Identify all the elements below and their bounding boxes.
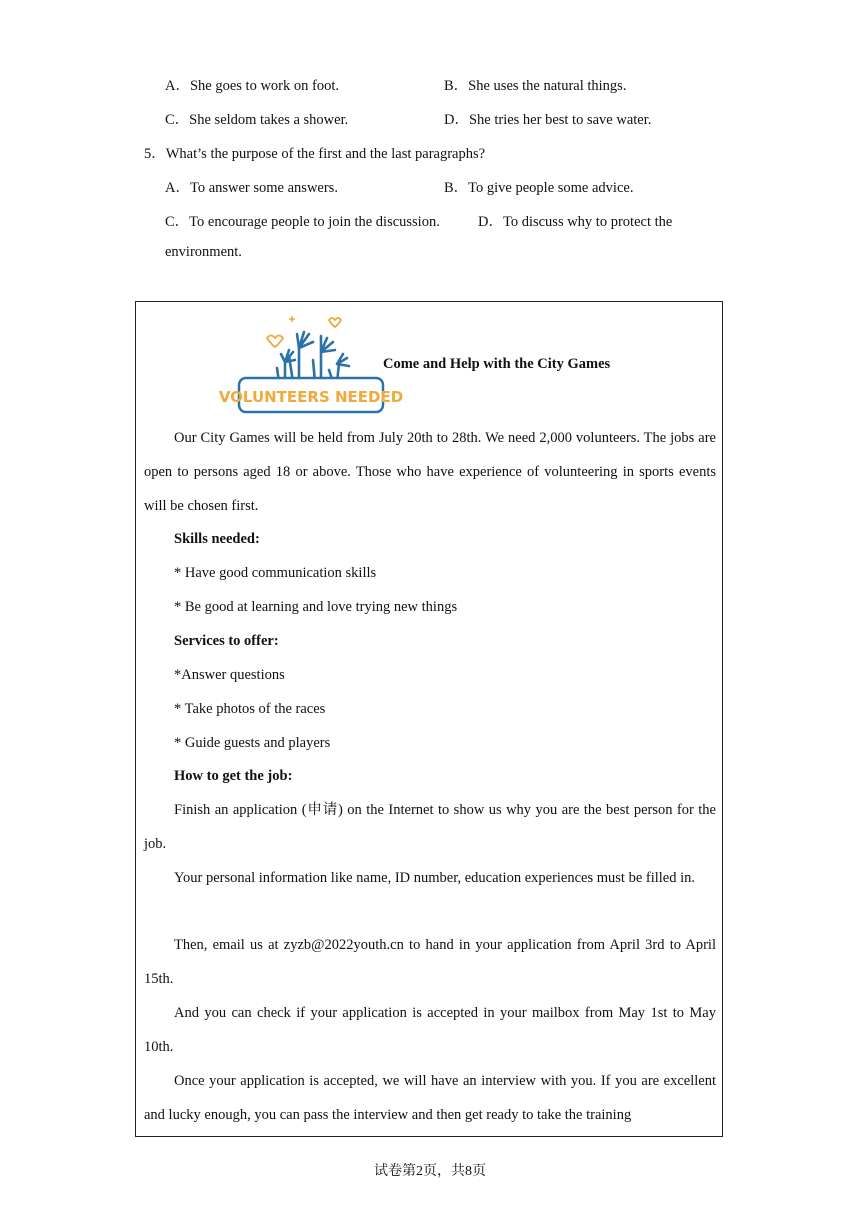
page-footer: 试卷第2页，共8页 — [374, 1164, 486, 1179]
service-item: * Take photos of the races — [174, 701, 326, 717]
skills-heading: Skills needed: — [174, 531, 260, 547]
q4-option-c: C．She seldom takes a shower. — [165, 112, 349, 128]
intro-paragraph: Our City Games will be held from July 20th to 28th. We need 2,000 volunteers. The jobs are open to persons aged 18 or above. Those who have experience of volunteering in sports events will be chosen first. — [144, 430, 716, 514]
personal-info-paragraph: Your personal information like name, ID number, education experiences must be filled in. — [174, 870, 696, 886]
q5-option-d-continued: environment. — [165, 244, 242, 260]
application-paragraph: Finish an application (申请) on the Internet to show us why you are the best person for the job. — [144, 802, 716, 852]
services-heading: Services to offer: — [174, 633, 279, 649]
volunteers-needed-logo — [218, 312, 404, 416]
q4-option-b: B．She uses the natural things. — [444, 78, 627, 94]
how-heading: How to get the job: — [174, 768, 293, 784]
interview-paragraph: Once your application is accepted, we will have an interview with you. If you are excellent and lucky enough, you can pass the interview and then get ready to take the training — [144, 1073, 716, 1123]
q5-option-c: C．To encourage people to join the discussion. — [165, 214, 440, 230]
skill-item: * Be good at learning and love trying new things — [174, 599, 458, 615]
notice-title: Come and Help with the City Games — [383, 356, 611, 372]
logo-text: VOLUNTEERS NEEDED — [218, 388, 404, 406]
service-item: *Answer questions — [174, 667, 285, 683]
q5-option-a: A．To answer some answers. — [165, 180, 338, 196]
q5-option-d: D．To discuss why to protect the — [478, 214, 673, 230]
q4-option-a: A．She goes to work on foot. — [165, 78, 339, 94]
mailbox-paragraph: And you can check if your application is accepted in your mailbox from May 1st to May 10th. — [144, 1005, 716, 1055]
q4-option-d: D．She tries her best to save water. — [444, 112, 652, 128]
skill-item: * Have good communication skills — [174, 565, 377, 581]
email-paragraph: Then, email us at zyzb@2022youth.cn to hand in your application from April 3rd to April 15th. — [144, 937, 716, 987]
q5-stem: 5．What’s the purpose of the first and the last paragraphs? — [144, 146, 486, 162]
service-item: * Guide guests and players — [174, 735, 331, 751]
q5-option-b: B．To give people some advice. — [444, 180, 634, 196]
